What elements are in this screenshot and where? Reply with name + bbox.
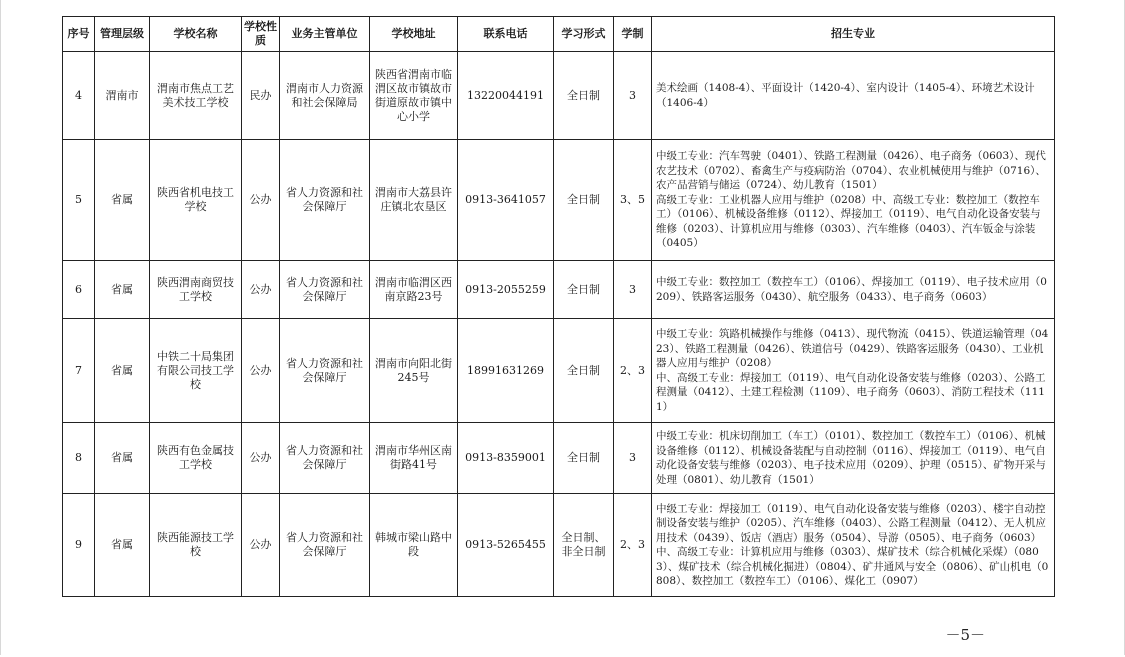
cell-level: 省属: [95, 494, 150, 597]
header-cell-majors: 招生专业: [652, 17, 1055, 52]
cell-address: 韩城市梁山路中段: [370, 494, 458, 597]
cell-authority: 省人力资源和社会保障厅: [280, 261, 370, 319]
cell-nature: 公办: [242, 140, 280, 261]
header-cell-nature: 学校性质: [242, 17, 280, 52]
cell-nature: 公办: [242, 261, 280, 319]
cell-mode: 全日制: [554, 423, 614, 494]
cell-phone: 13220044191: [458, 52, 554, 140]
cell-nature: 公办: [242, 494, 280, 597]
table-header-row: [63, 17, 1055, 52]
header-cell-phone: 联系电话: [458, 17, 554, 52]
majors-line: 高级工专业：工业机器人应用与维护（0208）中、高级工专业：数控加工（数控车工）（0106）、机械设备维修（0112）、焊接加工（0119）、电气自动化设备安装与维修（0203）、计算机应用与维修（0303）、汽车维修（0403）、汽车钣金与涂装（0405）: [656, 193, 1041, 250]
cell-level: 渭南市: [95, 52, 150, 140]
cell-phone: 0913-3641057: [458, 140, 554, 261]
cell-address: 陕西省渭南市临渭区故市镇故市街道原故市镇中心小学: [370, 52, 458, 140]
majors-line: 中级工专业：筑路机械操作与维修（0413）、现代物流（0415）、铁道运输管理（0423）、铁路工程测量（0426）、铁道信号（0429）、铁路客运服务（0430）、工业机器人应用与维护（0208）: [656, 328, 1049, 369]
cell-years: 3: [614, 52, 652, 140]
cell-majors: [652, 319, 1055, 423]
header-cell-authority: 业务主管单位: [280, 17, 370, 52]
cell-majors: [652, 140, 1055, 261]
school-enrollment-table: [62, 16, 1055, 597]
cell-address: 渭南市大荔县许庄镇北农垦区: [370, 140, 458, 261]
cell-no: 7: [63, 319, 95, 423]
majors-line: 中、高级工专业：焊接加工（0119）、电气自动化设备安装与维修（0203）、公路工程测量（0412）、土建工程检测（1109）、电子商务（0603）、消防工程技术（1111）: [656, 371, 1046, 413]
cell-address: 渭南市华州区南街路41号: [370, 423, 458, 494]
cell-phone: 0913-8359001: [458, 423, 554, 494]
cell-school-name: 陕西渭南商贸技工学校: [150, 261, 242, 319]
cell-authority: 省人力资源和社会保障厅: [280, 319, 370, 423]
cell-authority: 省人力资源和社会保障厅: [280, 423, 370, 494]
cell-mode: 全日制: [554, 52, 614, 140]
cell-mode: 全日制: [554, 319, 614, 423]
table-row: [63, 261, 1055, 319]
cell-majors: [652, 423, 1055, 494]
table-row: [63, 423, 1055, 494]
header-cell-no: 序号: [63, 17, 95, 52]
cell-school-name: 陕西省机电技工学校: [150, 140, 242, 261]
cell-majors: [652, 261, 1055, 319]
cell-phone: 0913-2055259: [458, 261, 554, 319]
cell-phone: 18991631269: [458, 319, 554, 423]
majors-line: 中级工专业：机床切削加工（车工）（0101）、数控加工（数控车工）（0106）、机械设备维修（0112）、机械设备装配与自动控制（0116）、焊接加工（0119）、电气自动化设备安装与维修（0203）、电子技术应用（0209）、护理（0515）、矿物开采与处理（0801）、幼儿教育（1501）: [656, 430, 1046, 486]
table-row: [63, 140, 1055, 261]
cell-level: 省属: [95, 261, 150, 319]
cell-mode: 全日制: [554, 140, 614, 261]
cell-no: 8: [63, 423, 95, 494]
cell-level: 省属: [95, 319, 150, 423]
cell-authority: 省人力资源和社会保障厅: [280, 494, 370, 597]
cell-level: 省属: [95, 140, 150, 261]
cell-no: 6: [63, 261, 95, 319]
cell-no: 9: [63, 494, 95, 597]
cell-nature: 民办: [242, 52, 280, 140]
cell-school-name: 陕西有色金属技工学校: [150, 423, 242, 494]
header-cell-level: 管理层级: [95, 17, 150, 52]
majors-line: 中级工专业：汽车驾驶（0401）、铁路工程测量（0426）、电子商务（0603）、现代农艺技术（0702）、畜禽生产与疫病防治（0704）、农业机械使用与维护（0716）、农产品营销与储运（0724）、幼儿教育（1501）: [656, 150, 1046, 192]
cell-nature: 公办: [242, 319, 280, 423]
cell-address: 渭南市临渭区西南京路23号: [370, 261, 458, 319]
cell-phone: 0913-5265455: [458, 494, 554, 597]
cell-no: 5: [63, 140, 95, 261]
header-cell-name: 学校名称: [150, 17, 242, 52]
table-row: [63, 52, 1055, 140]
cell-years: 2、3: [614, 494, 652, 597]
cell-majors: [652, 52, 1055, 140]
majors-line: 中级工专业：数控加工（数控车工）（0106）、焊接加工（0119）、电子技术应用（0209）、铁路客运服务（0430）、航空服务（0433）、电子商务（0603）: [656, 276, 1047, 303]
cell-school-name: 渭南市焦点工艺美术技工学校: [150, 52, 242, 140]
table-row: [63, 494, 1055, 597]
cell-years: 3: [614, 261, 652, 319]
majors-line: 中、高级工专业：计算机应用与维修（0303）、煤矿技术（综合机械化采煤）（0803）、煤矿技术（综合机械化掘进）（0804）、矿井通风与安全（0806）、矿山机电（0808）、数控加工（数控车工）（0106）、煤化工（0907）: [656, 546, 1049, 587]
cell-years: 3: [614, 423, 652, 494]
cell-mode: 全日制、非全日制: [554, 494, 614, 597]
header-cell-address: 学校地址: [370, 17, 458, 52]
cell-mode: 全日制: [554, 261, 614, 319]
cell-nature: 公办: [242, 423, 280, 494]
header-cell-mode: 学习形式: [554, 17, 614, 52]
cell-years: 3、5: [614, 140, 652, 261]
cell-address: 渭南市向阳北街245号: [370, 319, 458, 423]
cell-no: 4: [63, 52, 95, 140]
majors-line: 美术绘画（1408-4）、平面设计（1420-4）、室内设计（1405-4）、环境艺术设计（1406-4）: [656, 82, 1035, 109]
cell-majors: [652, 494, 1055, 597]
page-number: －5－: [945, 626, 985, 644]
cell-school-name: 中铁二十局集团有限公司技工学校: [150, 319, 242, 423]
header-cell-years: 学制: [614, 17, 652, 52]
cell-authority: 渭南市人力资源和社会保障局: [280, 52, 370, 140]
table-row: [63, 319, 1055, 423]
majors-line: 中级工专业：焊接加工（0119）、电气自动化设备安装与维修（0203）、楼宇自动控制设备安装与维护（0205）、汽车维修（0403）、公路工程测量（0412）、无人机应用技术（0439）、饭店（酒店）服务（0504）、导游（0505）、电子商务（0603）: [656, 502, 1046, 544]
cell-level: 省属: [95, 423, 150, 494]
cell-years: 2、3: [614, 319, 652, 423]
cell-school-name: 陕西能源技工学校: [150, 494, 242, 597]
cell-authority: 省人力资源和社会保障厅: [280, 140, 370, 261]
